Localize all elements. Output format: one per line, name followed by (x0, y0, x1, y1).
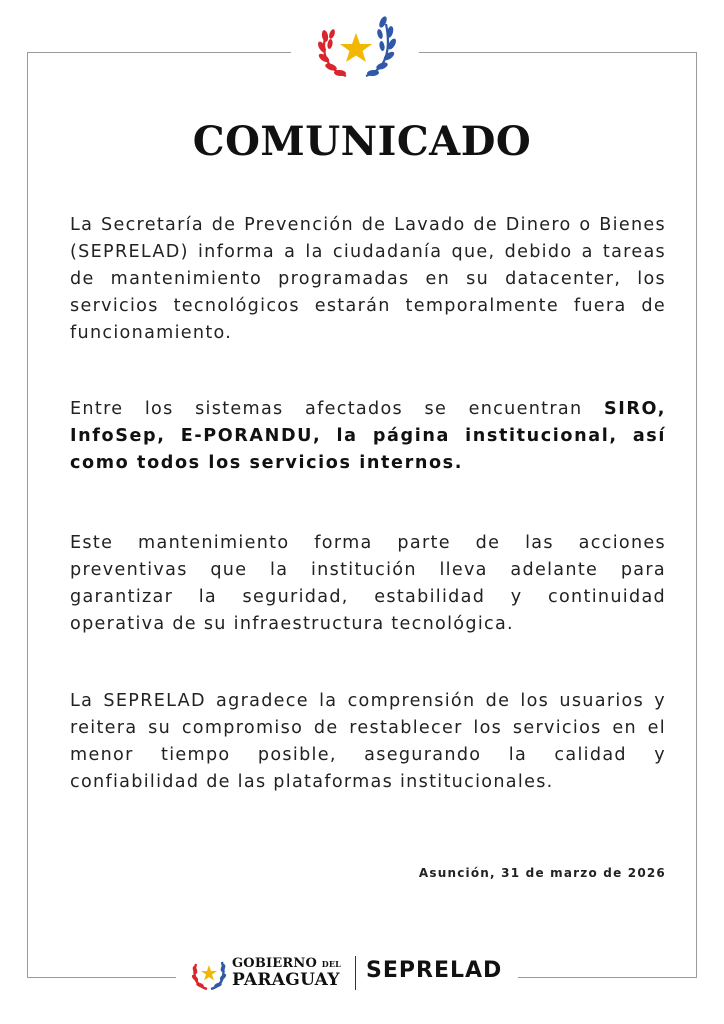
seprelad-logo-text: SEPRELAD (366, 958, 503, 983)
frame-right (696, 52, 697, 978)
paragraph-4-text: La SEPRELAD agradece la comprensión de los usuarios y reitera su compromiso de restablecer los servicios en el menor tiempo posible, asegurando la calidad y confiabilidad de las plataformas institucionales. (70, 691, 666, 792)
gobierno-wordmark (232, 956, 341, 988)
paragraph-3-text: Este mantenimiento forma parte de las acciones preventivas que la institución lleva adelante para garantizar la seguridad, estabilidad y continuidad operativa de su infraestructura tecnológica. (70, 533, 666, 634)
paragraph-3 (70, 530, 666, 638)
frame-top-left (27, 52, 291, 53)
paraguay-word: PARAGUAY (232, 970, 340, 990)
footer-logos (186, 952, 516, 996)
page-title: COMUNICADO (192, 118, 532, 165)
frame-left (27, 52, 28, 978)
affected-systems: SIRO, InfoSep, E-PORANDU, la página institucional, así como todos los servicios internos. (70, 399, 666, 473)
paraguay-emblem-icon (316, 14, 398, 84)
gobierno-word: GOBIERNO (232, 956, 318, 971)
date-line: Asunción, 31 de marzo de 2026 (418, 866, 666, 880)
gobierno-emblem-icon (190, 956, 228, 992)
paragraph-2-intro: Entre los sistemas afectados se encuentran (70, 399, 583, 419)
gobierno-del: DEL (321, 959, 342, 969)
paragraph-2 (70, 396, 666, 477)
frame-bottom-right (518, 977, 697, 978)
paragraph-4 (70, 688, 666, 796)
paragraph-1-text: La Secretaría de Prevención de Lavado de Dinero o Bienes (SEPRELAD) informa a la ciudadanía que, debido a tareas de mantenimiento programadas en su datacenter, los servicios tecnológicos estarán temporalmente fuera de funcionamiento. (70, 215, 666, 343)
footer-divider (355, 956, 356, 990)
frame-top-right (419, 52, 697, 53)
paragraph-1 (70, 212, 666, 347)
frame-bottom-left (27, 977, 176, 978)
